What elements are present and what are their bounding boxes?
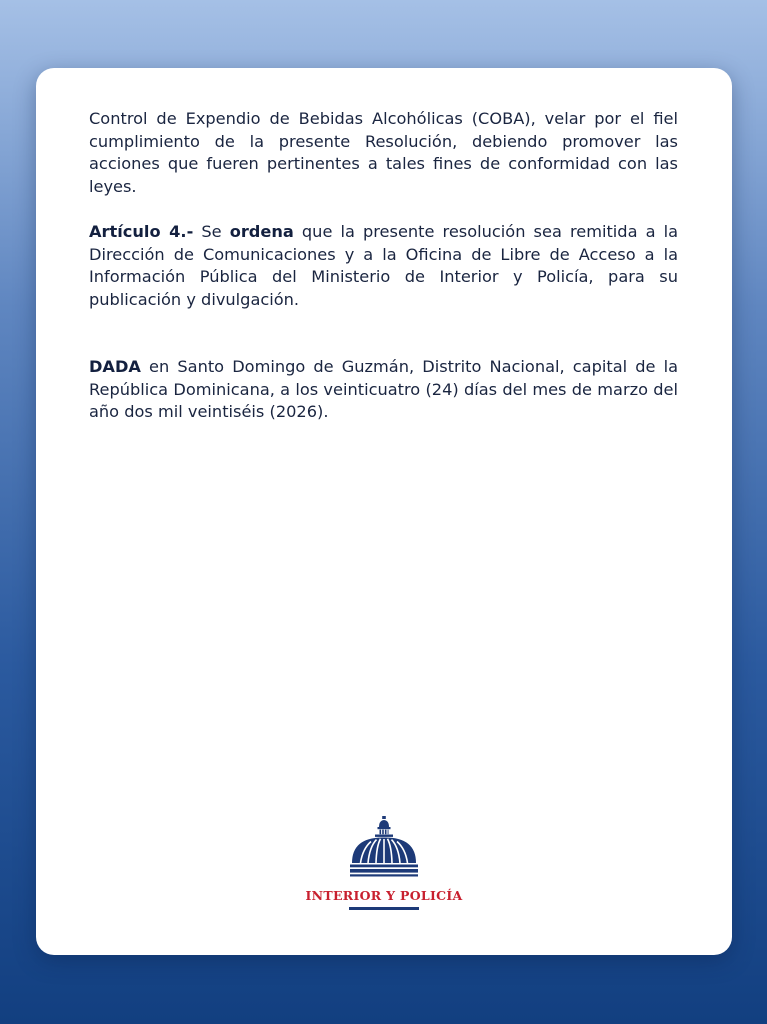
dada-text: en Santo Domingo de Guzmán, Distrito Nacional, capital de la República Dominicana, a los veinticuatro (24) días del mes de marzo del año dos mil veintiséis (2026).	[89, 357, 678, 422]
article-text-start: Se	[193, 222, 230, 241]
document-card	[36, 68, 732, 955]
dada-label: DADA	[89, 357, 141, 376]
paragraph-coba-compliance	[89, 108, 678, 198]
ministry-name: INTERIOR Y POLICÍA	[305, 888, 463, 903]
dome-icon	[349, 816, 419, 886]
paragraph-dada	[89, 356, 678, 424]
logo-underline	[349, 907, 419, 910]
article-text-end: que la presente resolución sea remitida a la Dirección de Comunicaciones y a la Oficina de Libre de Acceso a la Información Pública del Ministerio de Interior y Policía, para su publicación y divulgación.	[89, 222, 678, 309]
article-label: Artículo 4.-	[89, 222, 194, 241]
paragraph-article-4	[89, 221, 678, 311]
ministry-logo	[36, 816, 732, 916]
paragraph-text: Control de Expendio de Bebidas Alcohólicas (COBA), velar por el fiel cumplimiento de la presente Resolución, debiendo promover las acciones que fueren pertinentes a tales fines de conformidad con las leyes.	[89, 109, 678, 196]
article-emphasis: ordena	[229, 222, 294, 241]
